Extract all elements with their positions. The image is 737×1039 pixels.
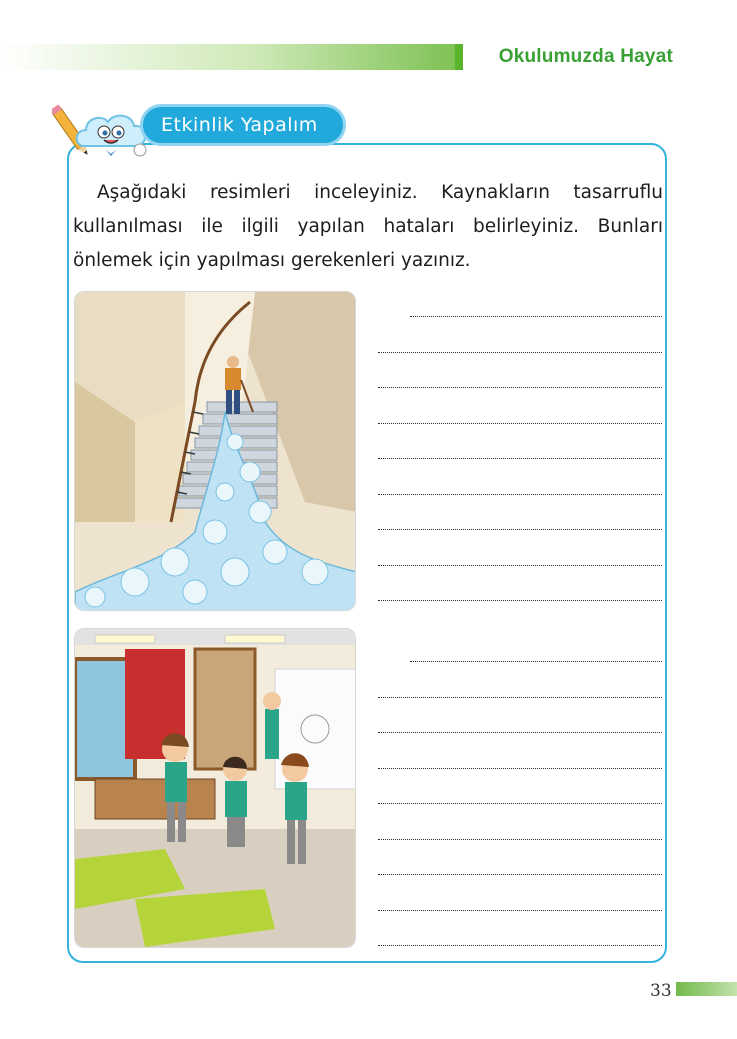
answer-line[interactable] [378, 874, 662, 875]
staircase-flooding-illustration-icon [75, 292, 356, 611]
activity-title: Etkinlik Yapalım [161, 114, 318, 136]
classroom-lights-on-illustration-icon [75, 629, 356, 948]
staircase-illustration [74, 291, 356, 611]
answer-line[interactable] [378, 387, 662, 388]
answer-line[interactable] [378, 803, 662, 804]
answer-line[interactable] [378, 732, 662, 733]
answer-line[interactable] [378, 458, 662, 459]
answer-line[interactable] [378, 768, 662, 769]
answer-line[interactable] [378, 945, 662, 946]
answer-line[interactable] [378, 697, 662, 698]
answer-line[interactable] [378, 600, 662, 601]
answer-line[interactable] [378, 565, 662, 566]
section-title: Okulumuzda Hayat [498, 46, 673, 67]
answer-line[interactable] [378, 423, 662, 424]
activity-title-pill [140, 104, 346, 146]
answer-line[interactable] [378, 839, 662, 840]
page-number-band [676, 982, 737, 996]
answer-line[interactable] [378, 529, 662, 530]
answer-line[interactable] [378, 352, 662, 353]
classroom-illustration [74, 628, 356, 948]
header-band [0, 44, 460, 70]
answer-line[interactable] [378, 494, 662, 495]
header-band-end [455, 44, 463, 70]
page-number: 33 [650, 981, 672, 1001]
answer-line[interactable] [410, 661, 662, 662]
answer-line[interactable] [378, 910, 662, 911]
instructions-text: Aşağıdaki resimleri inceleyiniz. Kaynakların tasarruflu kullanılması ile ilgili yapılan hataları belirleyiniz. Bunları önlemek için yapılması gerekenleri yazınız. [73, 182, 663, 271]
answer-line[interactable] [410, 316, 662, 317]
